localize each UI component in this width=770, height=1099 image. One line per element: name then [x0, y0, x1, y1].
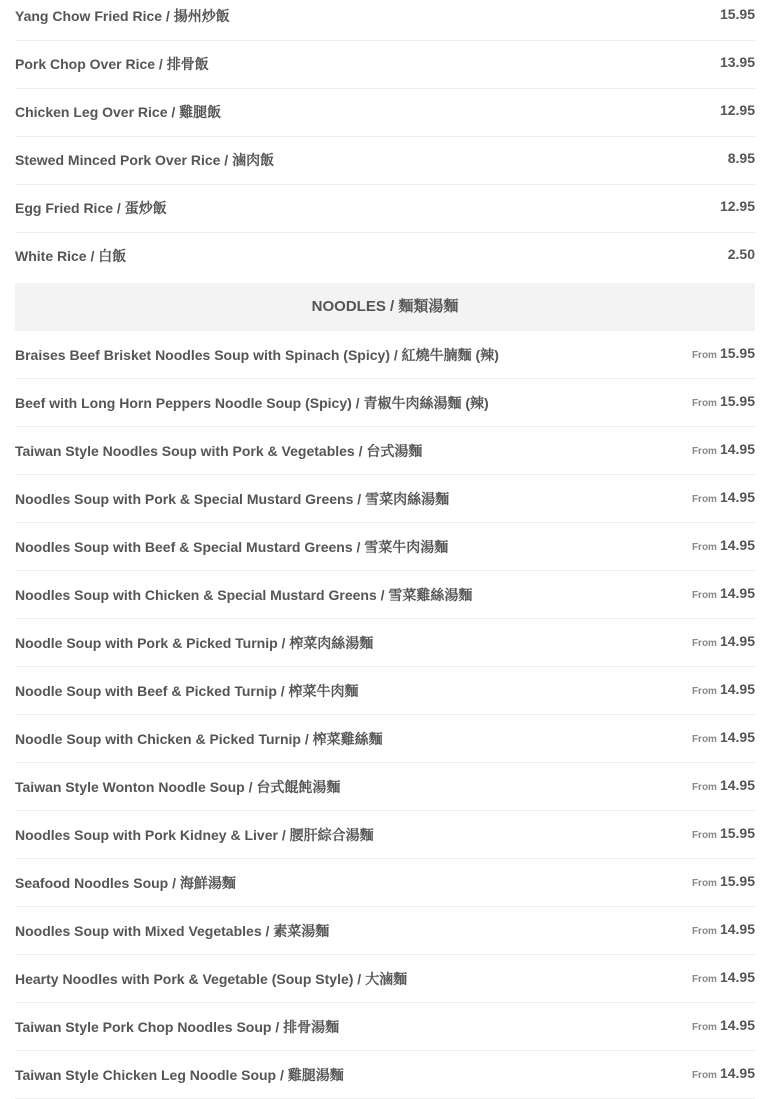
item-price-group: [692, 585, 755, 601]
menu-item[interactable]: [15, 137, 755, 185]
item-price-group: [692, 345, 755, 361]
menu-item[interactable]: [15, 41, 755, 89]
item-price-group: [692, 1017, 755, 1033]
item-price: 14.95: [719, 537, 755, 553]
item-price: 14.95: [719, 489, 755, 505]
item-price: 14.95: [719, 1017, 755, 1033]
item-name: Taiwan Style Pork Chop Noodles Soup / 排骨湯麵: [15, 1019, 340, 1035]
from-label: From: [691, 1070, 717, 1081]
item-price-group: [692, 777, 755, 793]
item-price-group: [692, 1065, 755, 1081]
menu-item[interactable]: [15, 859, 755, 907]
menu-item[interactable]: [15, 667, 755, 715]
menu-item[interactable]: [15, 715, 755, 763]
item-name: Noodle Soup with Chicken & Picked Turnip / 榨菜雞絲麵: [15, 731, 383, 747]
item-name: Taiwan Style Noodles Soup with Pork & Vegetables / 台式湯麵: [15, 443, 423, 459]
item-price: 2.50: [727, 246, 755, 262]
item-name: Taiwan Style Chicken Leg Noodle Soup / 雞腿湯麵: [15, 1067, 344, 1083]
from-label: From: [691, 350, 717, 361]
item-price-group: [692, 537, 755, 553]
item-name: Hearty Noodles with Pork & Vegetable (Soup Style) / 大滷麵: [15, 971, 408, 987]
item-name: Stewed Minced Pork Over Rice / 滷肉飯: [15, 152, 275, 168]
item-price-group: [692, 729, 755, 745]
item-name: Noodles Soup with Pork Kidney & Liver / 腰肝綜合湯麵: [15, 827, 374, 843]
menu-item[interactable]: [15, 571, 755, 619]
item-price: 14.95: [719, 969, 755, 985]
from-label: From: [691, 974, 717, 985]
item-name: Noodles Soup with Mixed Vegetables / 素菜湯麵: [15, 923, 330, 939]
from-label: From: [691, 1022, 717, 1033]
item-price: 14.95: [719, 681, 755, 697]
item-name: Seafood Noodles Soup / 海鮮湯麵: [15, 875, 236, 891]
item-price: 15.95: [719, 345, 755, 361]
item-name: Noodles Soup with Beef & Special Mustard Greens / 雪菜牛肉湯麵: [15, 539, 449, 555]
menu-item[interactable]: [15, 0, 755, 41]
menu-item[interactable]: [15, 907, 755, 955]
from-label: From: [691, 878, 717, 889]
item-name: Chicken Leg Over Rice / 雞腿飯: [15, 104, 222, 120]
menu-item[interactable]: [15, 379, 755, 427]
menu-item[interactable]: [15, 523, 755, 571]
from-label: From: [691, 590, 717, 601]
item-name: Noodles Soup with Chicken & Special Mustard Greens / 雪菜雞絲湯麵: [15, 587, 473, 603]
item-price: 14.95: [719, 585, 755, 601]
from-label: From: [691, 638, 717, 649]
item-price: 14.95: [719, 441, 755, 457]
item-name: Egg Fried Rice / 蛋炒飯: [15, 200, 167, 216]
item-price: 14.95: [719, 921, 755, 937]
item-name: White Rice / 白飯: [15, 248, 127, 264]
item-price: 14.95: [719, 633, 755, 649]
item-price-group: [692, 393, 755, 409]
item-price: 8.95: [727, 150, 755, 166]
from-label: From: [691, 542, 717, 553]
item-price: 15.95: [719, 873, 755, 889]
from-label: From: [691, 926, 717, 937]
item-price: 13.95: [719, 54, 755, 70]
item-name: Yang Chow Fried Rice / 揚州炒飯: [15, 8, 230, 24]
item-price: 15.95: [719, 825, 755, 841]
from-label: From: [691, 686, 717, 697]
item-price: 14.95: [719, 1065, 755, 1081]
menu-item[interactable]: [15, 811, 755, 859]
item-price: 14.95: [719, 777, 755, 793]
menu-item[interactable]: [15, 1051, 755, 1099]
item-price-group: [692, 441, 755, 457]
item-price-group: [692, 633, 755, 649]
item-price: 12.95: [719, 198, 755, 214]
from-label: From: [691, 734, 717, 745]
item-price-group: [692, 825, 755, 841]
menu-item[interactable]: [15, 619, 755, 667]
menu-item[interactable]: [15, 955, 755, 1003]
from-label: From: [691, 446, 717, 457]
menu-item[interactable]: [15, 1003, 755, 1051]
item-name: Noodle Soup with Beef & Picked Turnip / 榨菜牛肉麵: [15, 683, 359, 699]
menu-item[interactable]: [15, 233, 755, 280]
from-label: From: [691, 782, 717, 793]
menu-item[interactable]: [15, 331, 755, 379]
item-name: Pork Chop Over Rice / 排骨飯: [15, 56, 209, 72]
item-name: Noodles Soup with Pork & Special Mustard Greens / 雪菜肉絲湯麵: [15, 491, 450, 507]
noodle-list: [15, 331, 755, 1099]
item-name: Beef with Long Horn Peppers Noodle Soup (Spicy) / 青椒牛肉絲湯麵 (辣): [15, 395, 489, 411]
from-label: From: [691, 830, 717, 841]
item-price: 15.95: [719, 6, 755, 22]
item-price: 12.95: [719, 102, 755, 118]
from-label: From: [691, 398, 717, 409]
from-label: From: [691, 494, 717, 505]
item-name: Noodle Soup with Pork & Picked Turnip / 榨菜肉絲湯麵: [15, 635, 374, 651]
item-price: 14.95: [719, 729, 755, 745]
item-name: Taiwan Style Wonton Noodle Soup / 台式餛飩湯麵: [15, 779, 341, 795]
menu-item[interactable]: [15, 475, 755, 523]
menu-list: [15, 0, 755, 1099]
item-price-group: [692, 489, 755, 505]
item-price-group: [692, 681, 755, 697]
menu-item[interactable]: [15, 185, 755, 233]
item-price-group: [692, 921, 755, 937]
item-price: 15.95: [719, 393, 755, 409]
item-price-group: [692, 969, 755, 985]
item-price-group: [692, 873, 755, 889]
menu-item[interactable]: [15, 89, 755, 137]
item-name: Braises Beef Brisket Noodles Soup with Spinach (Spicy) / 紅燒牛腩麵 (辣): [15, 347, 499, 363]
menu-item[interactable]: [15, 763, 755, 811]
section-header-noodles: NOODLES / 麵類湯麵: [15, 283, 755, 331]
menu-item[interactable]: [15, 427, 755, 475]
